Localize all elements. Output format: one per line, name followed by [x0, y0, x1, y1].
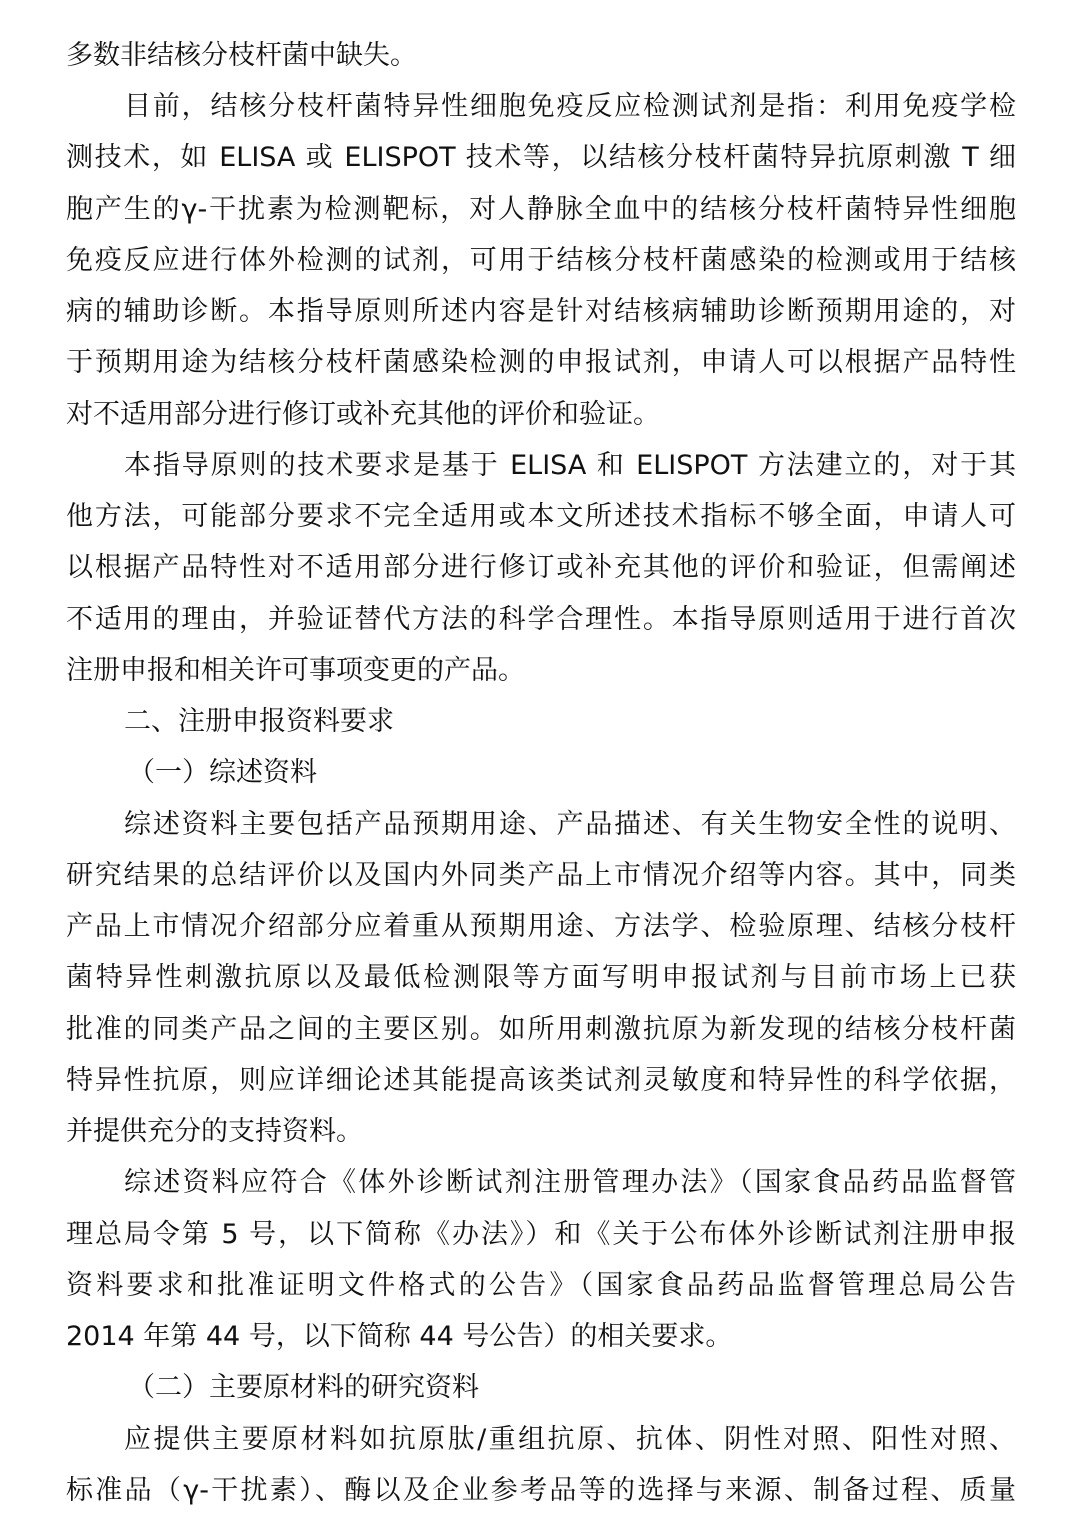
paragraph-line: 以根据产品特性对不适用部分进行修订或补充其他的评价和验证，但需阐述	[66, 552, 1016, 583]
paragraph-line: 应提供主要原材料如抗原肽/重组抗原、抗体、阴性对照、阳性对照、	[124, 1424, 1016, 1455]
paragraph-line: 资料要求和批准证明文件格式的公告》（国家食品药品监督管理总局公告	[66, 1270, 1016, 1301]
paragraph-line: 研究结果的总结评价以及国内外同类产品上市情况介绍等内容。其中，同类	[66, 860, 1016, 891]
paragraph-line: 对不适用部分进行修订或补充其他的评价和验证。	[66, 399, 660, 430]
paragraph-line: 产品上市情况介绍部分应着重从预期用途、方法学、检验原理、结核分枝杆	[66, 911, 1016, 942]
paragraph-line: 标准品（γ-干扰素）、酶以及企业参考品等的选择与来源、制备过程、质量	[66, 1475, 1016, 1506]
paragraph-line: 并提供充分的支持资料。	[66, 1116, 363, 1147]
paragraph-line: 2014 年第 44 号，以下简称 44 号公告）的相关要求。	[66, 1321, 733, 1352]
paragraph-line: 测技术，如 ELISA 或 ELISPOT 技术等，以结核分枝杆菌特异抗原刺激 T 细	[66, 142, 1016, 173]
subsection-heading: （二）主要原材料的研究资料	[128, 1372, 479, 1403]
paragraph-line: 综述资料主要包括产品预期用途、产品描述、有关生物安全性的说明、	[124, 809, 1016, 840]
paragraph-line: 本指导原则的技术要求是基于 ELISA 和 ELISPOT 方法建立的，对于其	[124, 450, 1016, 481]
paragraph-line: 目前，结核分枝杆菌特异性细胞免疫反应检测试剂是指：利用免疫学检	[124, 91, 1016, 122]
paragraph-line: 胞产生的γ-干扰素为检测靶标，对人静脉全血中的结核分枝杆菌特异性细胞	[66, 194, 1016, 225]
paragraph-line: 理总局令第 5 号，以下简称《办法》）和《关于公布体外诊断试剂注册申报	[66, 1219, 1016, 1250]
paragraph-line: 多数非结核分枝杆菌中缺失。	[66, 40, 417, 71]
paragraph-line: 批准的同类产品之间的主要区别。如所用刺激抗原为新发现的结核分枝杆菌	[66, 1014, 1016, 1045]
paragraph-line: 不适用的理由，并验证替代方法的科学合理性。本指导原则适用于进行首次	[66, 604, 1016, 635]
paragraph-line: 他方法，可能部分要求不完全适用或本文所述技术指标不够全面，申请人可	[66, 501, 1016, 532]
paragraph-line: 免疫反应进行体外检测的试剂，可用于结核分枝杆菌感染的检测或用于结核	[66, 245, 1016, 276]
paragraph-line: 综述资料应符合《体外诊断试剂注册管理办法》（国家食品药品监督管	[124, 1167, 1016, 1198]
paragraph-line: 注册申报和相关许可事项变更的产品。	[66, 655, 525, 686]
paragraph-line: 菌特异性刺激抗原以及最低检测限等方面写明申报试剂与目前市场上已获	[66, 962, 1016, 993]
paragraph-line: 于预期用途为结核分枝杆菌感染检测的申报试剂，申请人可以根据产品特性	[66, 347, 1016, 378]
paragraph-line: 特异性抗原，则应详细论述其能提高该类试剂灵敏度和特异性的科学依据，	[66, 1065, 1016, 1096]
paragraph-line: 病的辅助诊断。本指导原则所述内容是针对结核病辅助诊断预期用途的，对	[66, 296, 1016, 327]
section-heading: 二、注册申报资料要求	[124, 706, 394, 737]
subsection-heading: （一）综述资料	[128, 757, 317, 788]
